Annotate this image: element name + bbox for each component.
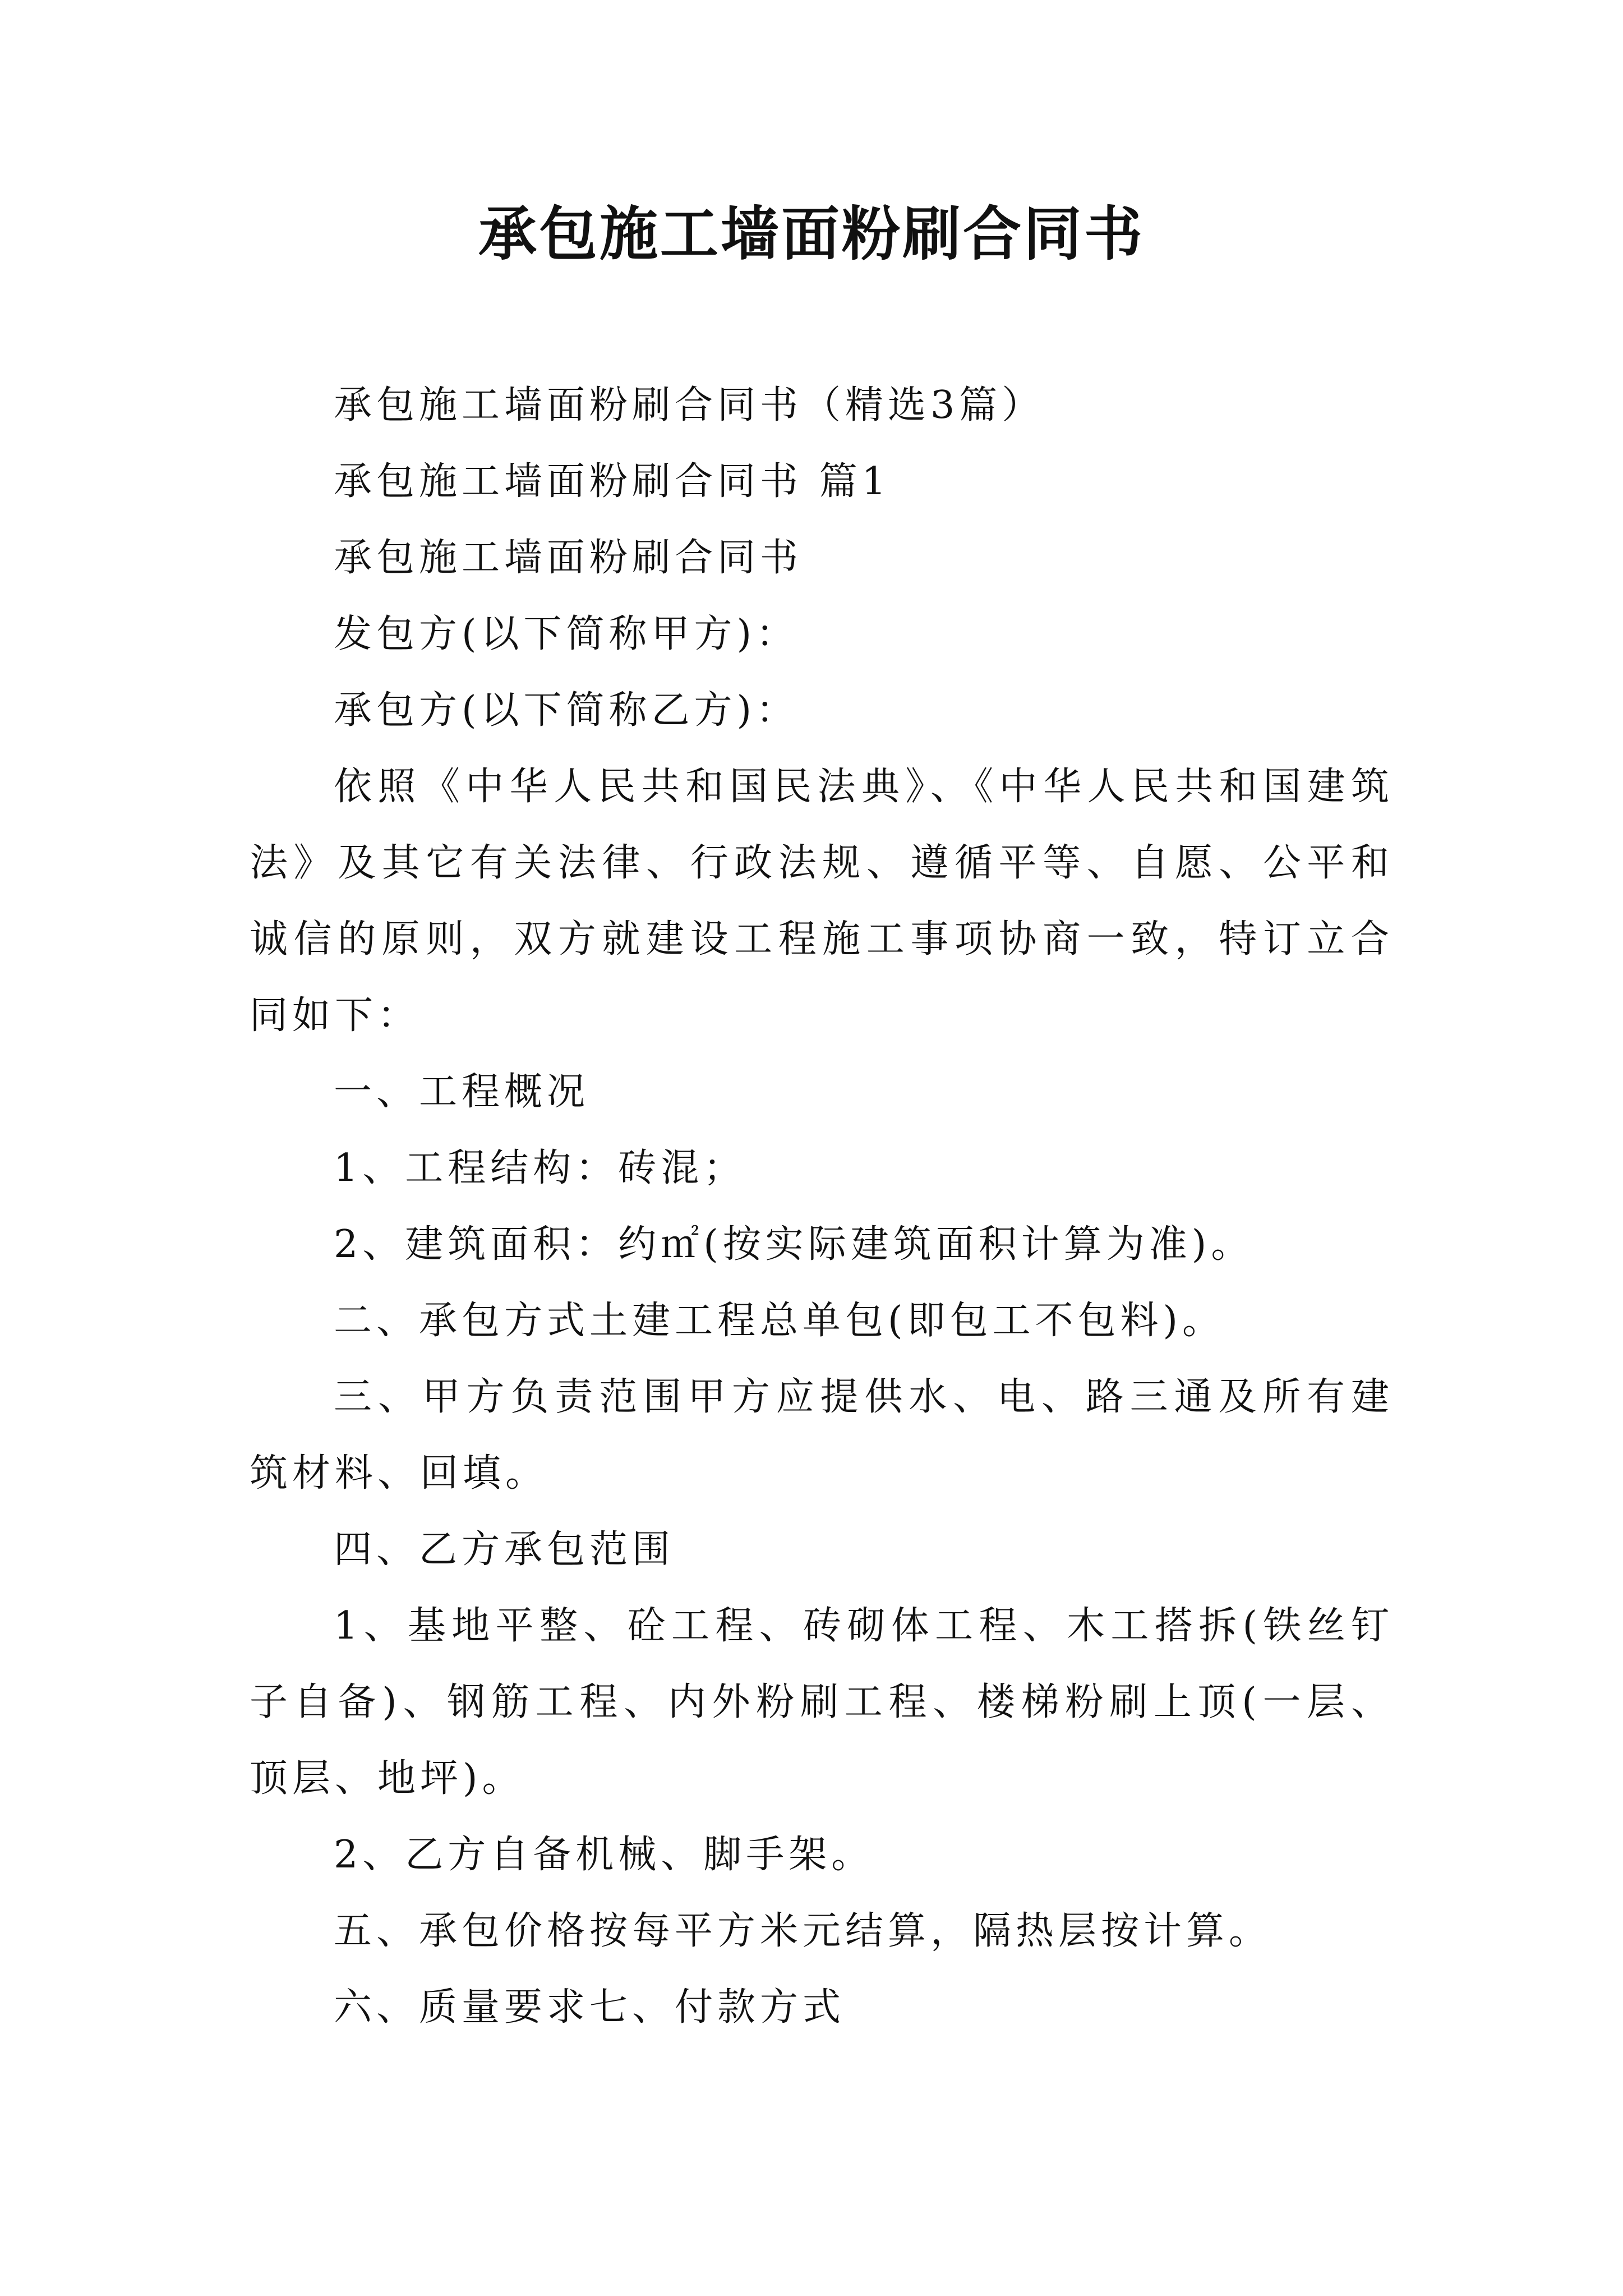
section-heading-project-overview: 一、工程概况	[334, 1070, 590, 1114]
paragraph-structure: 1、工程结构：砖混；	[334, 1146, 746, 1190]
paragraph-party-a: 发包方(以下简称甲方)：	[334, 612, 799, 656]
paragraph-preamble: 依照《中华人民共和国民法典》、《中华人民共和国建筑法》及其它有关法律、行政法规、遵循平等、自愿、公平和诚信的原则，双方就建设工程施工事项协商一致，特订立合同如下：	[250, 765, 1394, 1038]
paragraph-party-b-scope-2: 2、乙方自备机械、脚手架。	[334, 1833, 874, 1877]
document-body	[250, 367, 1394, 2046]
paragraph-party-b-scope-1: 1、基地平整、砼工程、砖砌体工程、木工搭拆(铁丝钉子自备)、钢筋工程、内外粉刷工程、楼梯粉刷上顶(一层、顶层、地坪)。	[250, 1604, 1394, 1801]
paragraph-contract-title: 承包施工墙面粉刷合同书	[334, 536, 803, 580]
section-heading-party-b-scope: 四、乙方承包范围	[334, 1527, 675, 1572]
paragraph-article-label: 承包施工墙面粉刷合同书 篇1	[334, 459, 891, 504]
paragraph-intro-heading: 承包施工墙面粉刷合同书（精选3篇）	[334, 383, 1045, 427]
paragraph-area: 2、建筑面积：约㎡(按实际建筑面积计算为准)。	[334, 1222, 1254, 1267]
paragraph-party-b: 承包方(以下简称乙方)：	[334, 688, 799, 733]
section-quality-payment: 六、质量要求七、付款方式	[334, 1985, 846, 2030]
section-party-a-scope: 三、甲方负责范围甲方应提供水、电、路三通及所有建筑材料、回填。	[250, 1375, 1394, 1496]
section-price: 五、承包价格按每平方米元结算，隔热层按计算。	[334, 1909, 1272, 1953]
section-contract-method: 二、承包方式土建工程总单包(即包工不包料)。	[334, 1299, 1225, 1343]
document-title: 承包施工墙面粉刷合同书	[478, 199, 1145, 268]
